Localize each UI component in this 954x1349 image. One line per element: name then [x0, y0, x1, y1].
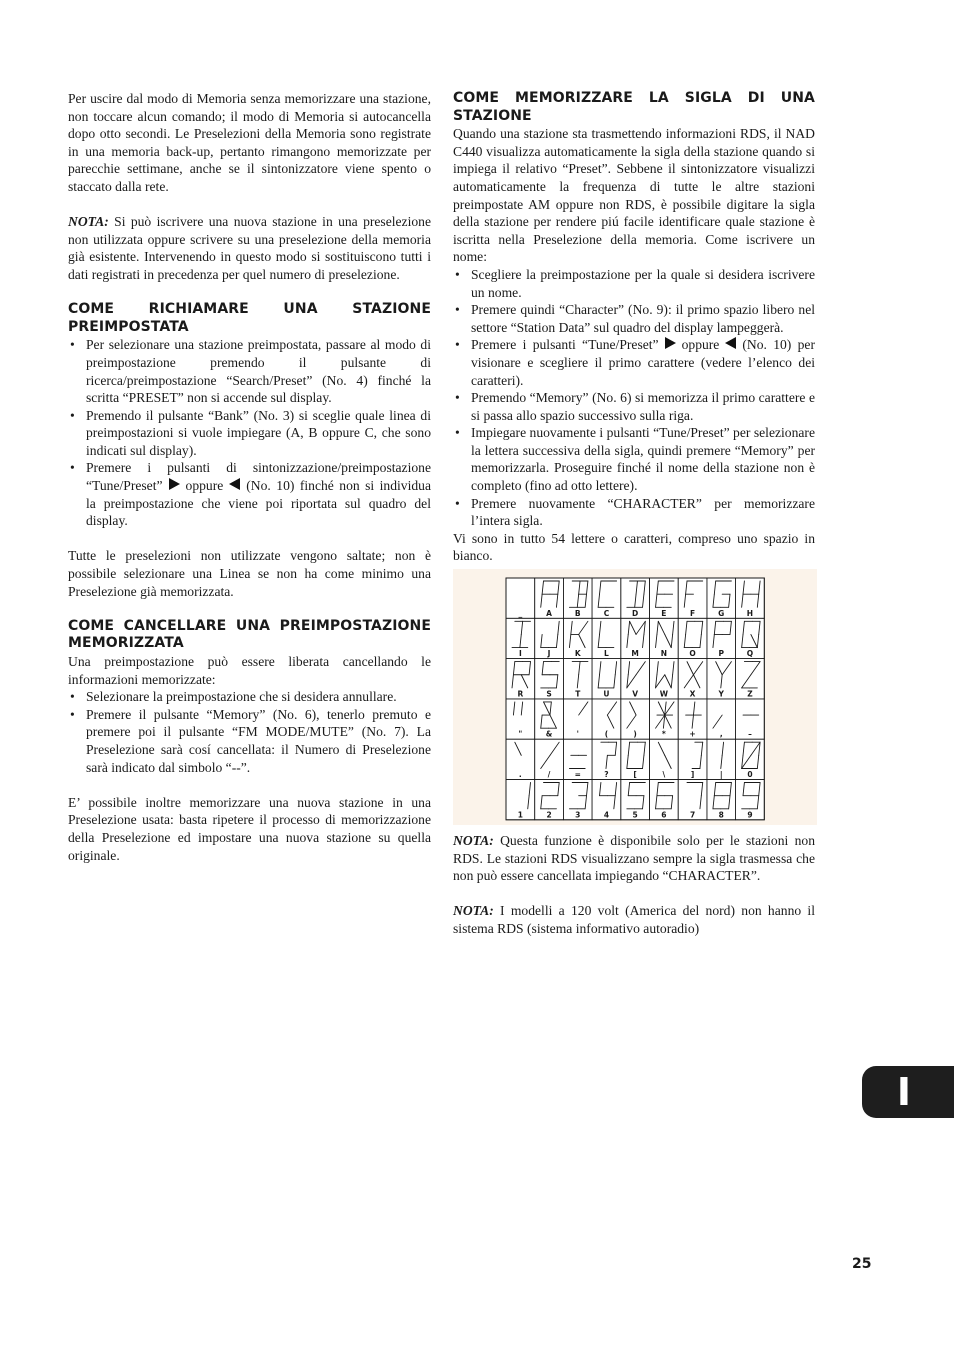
character-label: K	[574, 649, 581, 659]
arrow-left-icon	[725, 337, 736, 349]
character-label: N	[660, 649, 667, 659]
character-label: 4	[603, 810, 610, 820]
paragraph-clear-intro: Una preimpostazione può essere liberata cancellando le informazioni memorizzate:	[68, 654, 431, 687]
character-label: J	[547, 649, 551, 659]
character-label: (	[604, 729, 609, 739]
character-label: Y	[718, 689, 724, 699]
list-item: • Scegliere la preimpostazione per la quale si desidera iscrivere un nome.	[453, 266, 815, 301]
character-label: 0	[747, 770, 753, 779]
list-item-text: Premere i pulsanti “Tune/Preset”	[471, 337, 659, 353]
tab-letter: I	[896, 1070, 912, 1114]
heading-clear-preset: COME CANCELLARE UNA PREIMPOSTAZIONE MEMORIZZATA	[68, 617, 431, 652]
list-item: • Premere quindi “Character” (No. 9): il primo spazio libero nel settore “Station Data” sul quadro del display lampeggerà.	[453, 301, 815, 336]
list-item: • Per selezionare una stazione preimpostata, passare al modo di preimpostazione premendo il pulsante di ricerca/preimpostazione “Search/Preset” (No. 4) finché la scritta “PRESET” non si accende sul display.	[68, 336, 431, 406]
character-label: 2	[546, 810, 552, 820]
character-label: ?	[604, 770, 609, 779]
recall-steps-list	[68, 336, 431, 530]
character-label: B	[574, 608, 581, 618]
character-label: \	[662, 770, 666, 779]
paragraph-character-count: Vi sono in tutto 54 lettere o caratteri, compreso uno spazio in bianco.	[453, 530, 815, 564]
character-label: L	[604, 649, 609, 659]
character-label: –	[748, 729, 752, 739]
arrow-right-icon	[665, 337, 676, 349]
paragraph-unused-presets: Tutte le preselezioni non utilizzate vengono saltate; non è possibile selezionare una Linea se non ha come minimo una Preselezione già memorizzata.	[68, 548, 431, 599]
character-label: D	[632, 608, 639, 618]
character-label: .	[518, 770, 522, 779]
list-item: • Impiegare nuovamente i pulsanti “Tune/Preset” per selezionare la lettera successiva della sigla, quindi premere “Memory” per memorizzarla. Proseguire finché il nome della stazione non è completo (fino ad otto lettere).	[453, 424, 815, 494]
character-label: /	[547, 770, 551, 779]
list-item: • Premendo il pulsante “Bank” (No. 3) si sceglie quale linea di preimpostazioni si vuole impiegare (A, B oppure C, che sono indicati sul display).	[68, 407, 431, 460]
note-text: Questa funzione è disponibile solo per le stazioni non RDS. Le stazioni RDS visualizzano sempre la sigla trasmessa che non può essere cancellata impiegando “CHARACTER”.	[453, 833, 815, 884]
character-label: '	[576, 729, 579, 739]
character-label: _	[518, 608, 523, 618]
notes-block	[453, 832, 815, 938]
character-table-svg	[453, 569, 817, 825]
character-label: Z	[747, 689, 753, 699]
paragraph-overwrite-preset: E’ possibile inoltre memorizzare una nuova stazione in una Preselezione usata: basta ripetere il processo di memorizzazione della Preselezione ed impostare una nuova stazione su quella originale.	[68, 794, 431, 863]
character-label: G	[718, 608, 725, 618]
list-item	[68, 459, 431, 529]
character-label: S	[546, 689, 552, 699]
note-paragraph-1	[68, 213, 431, 283]
language-section-tab	[862, 1066, 954, 1118]
note-paragraph-3	[453, 902, 815, 937]
list-item-text: (No. 10) per visionare e scegliere il primo carattere (vedere l’elenco dei caratteri).	[471, 337, 815, 388]
list-item-text: (No. 10) finché non si individua la preimpostazione che viene poi riportata sul quadro del display.	[86, 478, 431, 529]
list-item: • Premere il pulsante “Memory” (No. 6), tenerlo premuto e premere poi il pulsante “FM MODE/MUTE” (No. 7). La Preselezione sarà cosí cancellata: il Numero di Preselezione sarà indicato dal simbolo “--”.	[68, 706, 431, 776]
character-label: R	[517, 689, 524, 699]
left-column	[68, 90, 431, 864]
character-label: I	[518, 649, 522, 659]
arrow-right-icon	[169, 478, 180, 490]
character-label: 3	[575, 810, 581, 820]
list-item	[453, 336, 815, 389]
character-label: 8	[718, 810, 724, 820]
note-label: NOTA:	[68, 214, 109, 230]
character-label: [	[633, 770, 637, 779]
list-item: • Premendo “Memory” (No. 6) si memorizza il primo carattere e si passa allo spazio successivo sulla riga.	[453, 389, 815, 424]
character-label: U	[603, 689, 610, 699]
character-label: F	[689, 608, 696, 618]
note-text: Si può iscrivere una nuova stazione in una preselezione non utilizzata oppure scrivere su una preselezione della memoria già esistente. Intervenendo in questo modo si sostituiscono tutti i dati registrati in precedenza per quel numero di preselezione.	[68, 214, 431, 282]
list-item-text: oppure	[185, 478, 224, 494]
character-label: ]	[690, 770, 695, 779]
character-label: ,	[719, 729, 723, 739]
character-label: 7	[689, 810, 696, 820]
character-label: P	[718, 649, 724, 659]
character-label: 1	[517, 810, 523, 820]
note-paragraph-2	[453, 832, 815, 885]
character-label: =	[574, 770, 581, 779]
character-label: )	[633, 729, 637, 739]
character-label: +	[689, 729, 696, 739]
character-label: Q	[746, 649, 754, 659]
list-item: • Premere nuovamente “CHARACTER” per memorizzare l’intera sigla.	[453, 495, 815, 530]
list-item-text: oppure	[681, 337, 720, 353]
heading-recall-station: COME RICHIAMARE UNA STAZIONE PREIMPOSTATA	[68, 301, 431, 335]
character-label: 6	[661, 810, 667, 820]
character-label: T	[575, 689, 581, 699]
store-name-steps-list	[453, 266, 815, 530]
character-label: V	[632, 689, 639, 699]
character-label: X	[689, 689, 696, 699]
character-label: 5	[632, 810, 638, 820]
character-label: A	[546, 608, 552, 618]
character-label: *	[661, 729, 666, 739]
note-label: NOTA:	[453, 833, 494, 848]
character-label: C	[603, 608, 610, 618]
paragraph-rds-intro: Quando una stazione sta trasmettendo informazioni RDS, il NAD C440 visualizza automaticamente la sigla della stazione quando si impiega il relativo “Preset”. Sebbene il sintonizzatore visualizzi automaticamente la frequenza di tutte le altre stazioni preimpostate AM oppure non RDS, è possibile digitare la sigla della stazione per rendere piú facile identificare quale stazione è iscritta nella Preselezione della memoria. Come iscrivere un nome:	[453, 126, 815, 265]
heading-store-station-name: COME MEMORIZZARE LA SIGLA DI UNA STAZIONE	[453, 90, 815, 124]
list-item: • Selezionare la preimpostazione che si desidera annullare.	[68, 688, 431, 706]
character-label: "	[518, 729, 523, 739]
character-label: 9	[747, 810, 753, 820]
paragraph-memory-exit: Per uscire dal modo di Memoria senza memorizzare una stazione, non toccare alcun comando; il modo di Memoria si autocancella dopo otto secondi. Le Preselezioni della Memoria sono registrate in una memoria back-up, pertanto rimangono memorizzate per parecchie settimane, anche se il sintonizzatore viene spento o staccato dalla rete.	[68, 91, 431, 194]
arrow-left-icon	[229, 478, 240, 490]
character-label: W	[659, 689, 668, 699]
character-table-figure	[453, 569, 817, 825]
character-label: O	[689, 649, 696, 659]
note-label: NOTA:	[453, 903, 494, 919]
page-number: 25	[852, 1256, 872, 1272]
character-label: M	[631, 649, 639, 659]
character-label: &	[545, 729, 553, 739]
list-item-text: Premere i pulsanti di sintonizzazione/preimpostazione “Tune/Preset”	[86, 460, 431, 494]
clear-steps-list	[68, 688, 431, 776]
note-text: I modelli a 120 volt (America del nord) non hanno il sistema RDS (sistema informativo autoradio)	[453, 903, 815, 936]
character-label: E	[661, 608, 667, 618]
right-column	[453, 90, 815, 565]
character-label: H	[746, 608, 754, 618]
character-label: |	[719, 770, 723, 779]
